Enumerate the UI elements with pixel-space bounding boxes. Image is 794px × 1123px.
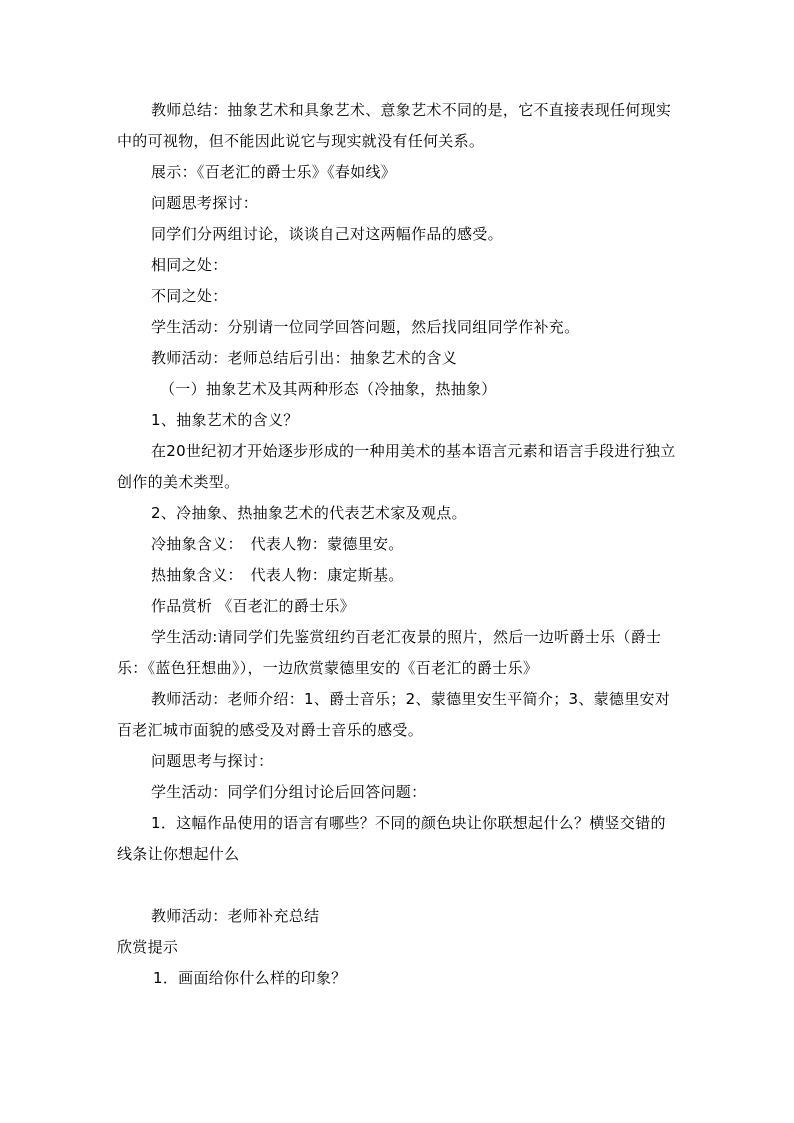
discussion-heading-2: 问题思考与探讨： <box>151 752 274 770</box>
question-2-line: 2、冷抽象、热抽象艺术的代表艺术家及观点。 <box>151 504 467 522</box>
teacher-summary-paragraph: 教师总结：抽象艺术和具象艺术、意象艺术不同的是，它不直接表现任何现实中的可视物，但不能因此说它与现实就没有任何关系。 <box>117 101 672 150</box>
question-paragraph: 1．这幅作品使用的语言有哪些？不同的颜色块让你联想起什么？横竖交错的线条让你想起什么 <box>117 814 666 863</box>
similarities-line: 相同之处： <box>151 256 228 274</box>
hot-abstraction-line: 热抽象含义： 代表人物：康定斯基。 <box>151 566 404 584</box>
discussion-heading: 问题思考探讨： <box>151 194 259 212</box>
document-body <box>117 95 681 994</box>
student-discussion-line: 学生活动：同学们分组讨论后回答问题： <box>151 783 427 801</box>
tip-1-line: 1．画面给你什么样的印象？ <box>153 969 347 987</box>
teacher-supplement-line: 教师活动：老师补充总结 <box>151 907 320 925</box>
cold-abstraction-line: 冷抽象含义： 代表人物：蒙德里安。 <box>151 535 404 553</box>
student-activity-paragraph: 学生活动:请同学们先鉴赏纽约百老汇夜景的照片，然后一边听爵士乐（爵士乐：《蓝色狂想曲》），一边欣赏蒙德里安的《百老汇的爵士乐》 <box>117 628 662 677</box>
group-discussion-line: 同学们分两组讨论，谈谈自己对这两幅作品的感受。 <box>151 225 503 243</box>
display-artworks-line: 展示：《百老汇的爵士乐》《春如线》 <box>151 163 397 181</box>
differences-line: 不同之处： <box>151 287 228 305</box>
definition-paragraph: 在20世纪初才开始逐步形成的一种用美术的基本语言元素和语言手段进行独立创作的美术类型。 <box>117 442 676 491</box>
section-heading: （一）抽象艺术及其两种形态（冷抽象，热抽象） <box>160 380 497 398</box>
student-activity-line: 学生活动：分别请一位同学回答问题，然后找同组同学作补充。 <box>151 318 580 336</box>
appreciation-tips-heading: 欣赏提示 <box>117 938 179 956</box>
teacher-introduction-paragraph: 教师活动：老师介绍：1、爵士音乐；2、蒙德里安生平简介；3、蒙德里安对百老汇城市面貌的感受及对爵士音乐的感受。 <box>117 690 671 739</box>
blank-line <box>117 870 681 901</box>
artwork-analysis-line: 作品赏析 《百老汇的爵士乐》 <box>151 597 355 615</box>
teacher-activity-line: 教师活动：老师总结后引出：抽象艺术的含义 <box>151 349 458 367</box>
question-1-line: 1、抽象艺术的含义？ <box>151 411 299 429</box>
